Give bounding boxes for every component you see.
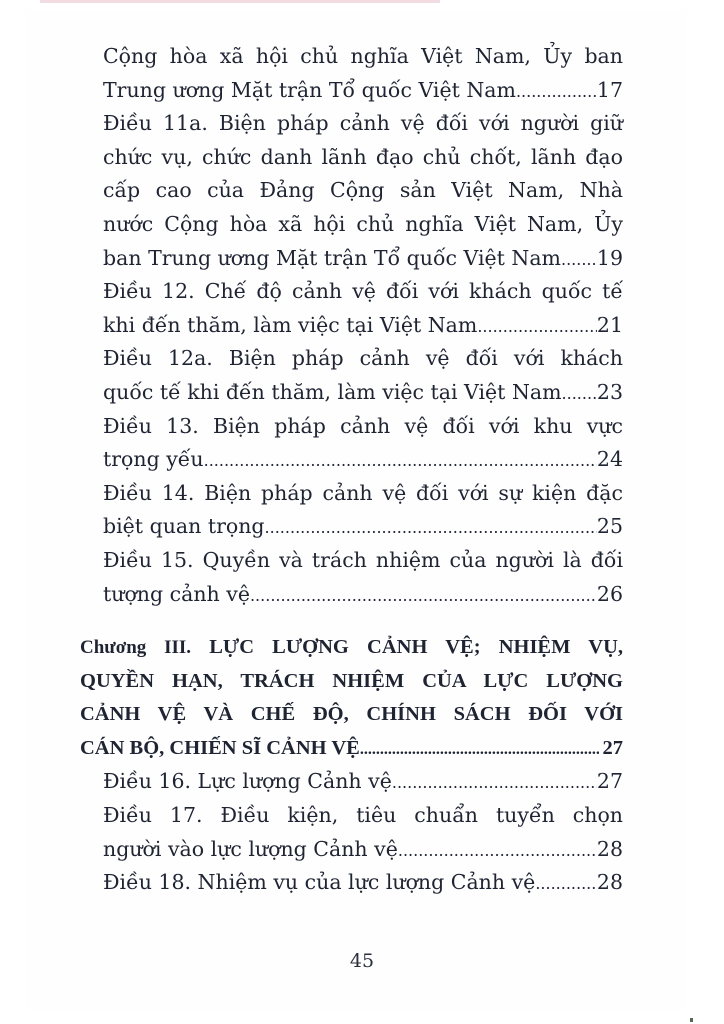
dot-leader — [250, 579, 597, 613]
chapter-title-text: CÁN BỘ, CHIẾN SĨ CẢNH VỆ — [80, 736, 360, 759]
toc-entry-last-line — [103, 578, 623, 612]
toc-page-number: 28 — [596, 836, 623, 861]
toc-entry — [103, 477, 623, 544]
toc-page-number: 28 — [596, 870, 623, 895]
toc-entry-text: tượng cảnh vệ — [103, 581, 250, 606]
chapter-label: Chương III. — [80, 637, 192, 659]
chapter-heading-line — [80, 631, 623, 665]
toc-page-number: 24 — [596, 447, 623, 472]
toc-entry-last-line — [103, 309, 623, 343]
toc-entry-line: Điều 17. Điều kiện, tiêu chuẩn tuyển chọn — [103, 803, 623, 828]
toc-entry-text: người vào lực lượng Cảnh vệ — [103, 836, 398, 861]
dot-leader — [561, 243, 597, 277]
toc-entry — [103, 107, 623, 275]
dot-leader — [398, 834, 597, 868]
toc-entry-text: ban Trung ương Mặt trận Tổ quốc Việt Nam — [103, 245, 561, 270]
toc-entry — [103, 765, 623, 799]
toc-entry-line: Điều 14. Biện pháp cảnh vệ đối với sự kiện đặc — [103, 480, 623, 505]
toc-entry-line: chức vụ, chức danh lãnh đạo chủ chốt, lãnh đạo — [103, 144, 623, 169]
toc-page-number: 23 — [596, 379, 623, 404]
toc-entry-last-line — [103, 443, 623, 477]
toc-entry-last-line — [103, 74, 623, 108]
toc-entry-line: nước Cộng hòa xã hội chủ nghĩa Việt Nam, Ủy — [103, 211, 623, 236]
dot-leader — [516, 75, 597, 109]
toc-entry — [103, 799, 623, 866]
toc-entry — [103, 275, 623, 342]
dot-leader — [562, 377, 597, 411]
toc-entry — [103, 410, 623, 477]
top-edge-band — [40, 0, 440, 3]
toc-entry-last-line — [103, 376, 623, 410]
toc-page-number: 25 — [596, 514, 623, 539]
toc-page-number: 26 — [596, 581, 623, 606]
chapter-heading-line: CẢNH VỆ VÀ CHẾ ĐỘ, CHÍNH SÁCH ĐỐI VỚI — [80, 703, 623, 726]
toc-page-number: 27 — [596, 769, 623, 794]
toc-entry-last-line — [103, 765, 623, 799]
dot-leader — [535, 867, 597, 901]
toc-entry — [103, 342, 623, 409]
toc-entry-line: Điều 12a. Biện pháp cảnh vệ đối với khách — [103, 346, 623, 371]
toc-entry-line: Điều 11a. Biện pháp cảnh vệ đối với người giữ — [103, 111, 623, 136]
toc-entry-text: biệt quan trọng — [103, 514, 265, 539]
toc-entry — [103, 544, 623, 611]
toc-entry — [103, 40, 623, 107]
table-of-contents — [80, 40, 623, 900]
dot-leader — [477, 310, 597, 344]
dot-leader — [360, 733, 599, 767]
toc-entry — [103, 866, 623, 900]
toc-page-number: 19 — [596, 245, 623, 270]
dot-leader — [392, 766, 597, 800]
toc-entry-text: quốc tế khi đến thăm, làm việc tại Việt Nam — [103, 379, 562, 404]
toc-page-number: 17 — [596, 77, 623, 102]
section-gap — [103, 611, 623, 631]
toc-entry-text: Điều 18. Nhiệm vụ của lực lượng Cảnh vệ — [103, 870, 536, 895]
toc-entry-last-line — [103, 242, 623, 276]
toc-entry-last-line — [103, 833, 623, 867]
toc-entry-text: Trung ương Mặt trận Tổ quốc Việt Nam — [103, 77, 516, 102]
toc-entry-last-line — [103, 510, 623, 544]
toc-entry-line: Điều 13. Biện pháp cảnh vệ đối với khu vực — [103, 413, 623, 438]
toc-entry-text: trọng yếu — [103, 447, 204, 472]
toc-entry-text: khi đến thăm, làm việc tại Việt Nam — [103, 312, 478, 337]
page-number: 45 — [349, 950, 375, 972]
toc-entry-line: cấp cao của Đảng Cộng sản Việt Nam, Nhà — [103, 178, 623, 203]
toc-entry-text: Điều 16. Lực lượng Cảnh vệ — [103, 769, 392, 794]
toc-entry-line: Điều 12. Chế độ cảnh vệ đối với khách quốc tế — [103, 279, 623, 304]
chapter-title-text: LỰC LƯỢNG CẢNH VỆ; NHIỆM VỤ, — [209, 636, 623, 659]
scan-speck — [690, 1018, 693, 1022]
toc-entry-last-line — [103, 866, 623, 900]
toc-entry-line: Điều 15. Quyền và trách nhiệm của người là đối — [103, 547, 623, 572]
dot-leader — [265, 511, 597, 545]
dot-leader — [204, 444, 597, 478]
chapter-heading-line: QUYỀN HẠN, TRÁCH NHIỆM CỦA LỰC LƯỢNG — [80, 669, 623, 692]
toc-entry-line: Cộng hòa xã hội chủ nghĩa Việt Nam, Ủy ban — [103, 44, 623, 68]
toc-page-number: 21 — [596, 312, 623, 337]
chapter-heading — [80, 631, 623, 765]
toc-page-number: 27 — [602, 736, 623, 759]
chapter-heading-last-line — [80, 732, 623, 766]
